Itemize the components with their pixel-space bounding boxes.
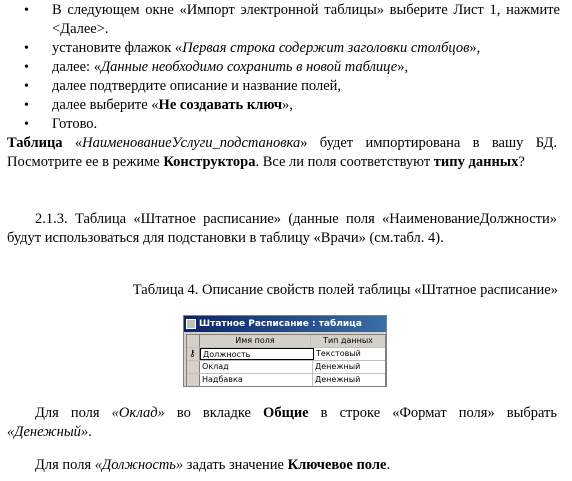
bullet-icon: • [24, 3, 29, 18]
data-type-cell[interactable]: Текстовый [316, 349, 361, 358]
paragraph-import-note: Таблица «НаименованиеУслуги_подстановка» будет импортирована в вашу БД. Посмотрите ее в режиме Конструктора. Все ли поля соответствуют типу данных? [7, 135, 558, 170]
field-name-cell[interactable]: Должность [200, 348, 314, 360]
list-item [20, 58, 560, 77]
bullet-icon: • [24, 79, 29, 94]
field-name-cell[interactable]: Надбавка [200, 374, 313, 386]
bullet-text: В следующем окне «Импорт электронной таблицы» выберите Лист 1, нажмите <Далее>. [52, 2, 560, 37]
row-selector[interactable] [187, 374, 200, 386]
design-grid [186, 334, 386, 387]
data-type-cell[interactable]: Денежный [315, 375, 361, 384]
paragraph-salary-format: Для поля «Оклад» во вкладке Общие в строке «Формат поля» выбрать «Денежный». [7, 405, 557, 440]
row-selector [187, 335, 200, 347]
table-icon [186, 319, 196, 329]
primary-key-icon: ⚷ [189, 349, 196, 359]
bullet-icon: • [24, 98, 29, 113]
header-field-name: Имя поля [200, 335, 311, 347]
bullet-icon: • [24, 60, 29, 75]
row-selector[interactable] [187, 348, 200, 360]
window-title: Штатное Расписание : таблица [199, 319, 362, 329]
field-name-cell[interactable]: Оклад [200, 361, 313, 373]
list-item [20, 77, 560, 96]
access-table-window [183, 315, 387, 387]
instruction-list [20, 1, 560, 134]
bullet-text: Готово. [52, 116, 98, 132]
table-caption: Таблица 4. Описание свойств полей таблицы «Штатное расписание» [132, 282, 558, 298]
table-row[interactable] [187, 374, 385, 386]
bullet-text: установите флажок «Первая строка содержит заголовки столбцов», [52, 40, 481, 56]
bullet-icon: • [24, 117, 29, 132]
table-row[interactable] [187, 361, 385, 374]
bullet-icon: • [24, 41, 29, 56]
bullet-text: далее выберите «Не создавать ключ», [52, 97, 293, 113]
paragraph-staff-table: 2.1.3. Таблица «Штатное расписание» (данные поля «НаименованиеДолжности» будут использоваться для подстановки в таблицу «Врачи» (см.табл. 4). [7, 211, 557, 246]
bullet-text: далее: «Данные необходимо сохранить в новой таблице», [52, 59, 409, 75]
header-data-type: Тип данных [323, 336, 373, 345]
list-item [20, 96, 560, 115]
window-titlebar[interactable] [184, 316, 386, 332]
list-item [20, 39, 560, 58]
grid-header [187, 335, 385, 348]
list-item [20, 115, 560, 134]
row-selector[interactable] [187, 361, 200, 373]
paragraph-key-field: Для поля «Должность» задать значение Ключевое поле. [35, 457, 391, 473]
list-item [20, 1, 560, 39]
data-type-cell[interactable]: Денежный [315, 362, 361, 371]
table-row[interactable] [187, 348, 385, 361]
bullet-text: далее подтвердите описание и название полей, [52, 78, 342, 94]
